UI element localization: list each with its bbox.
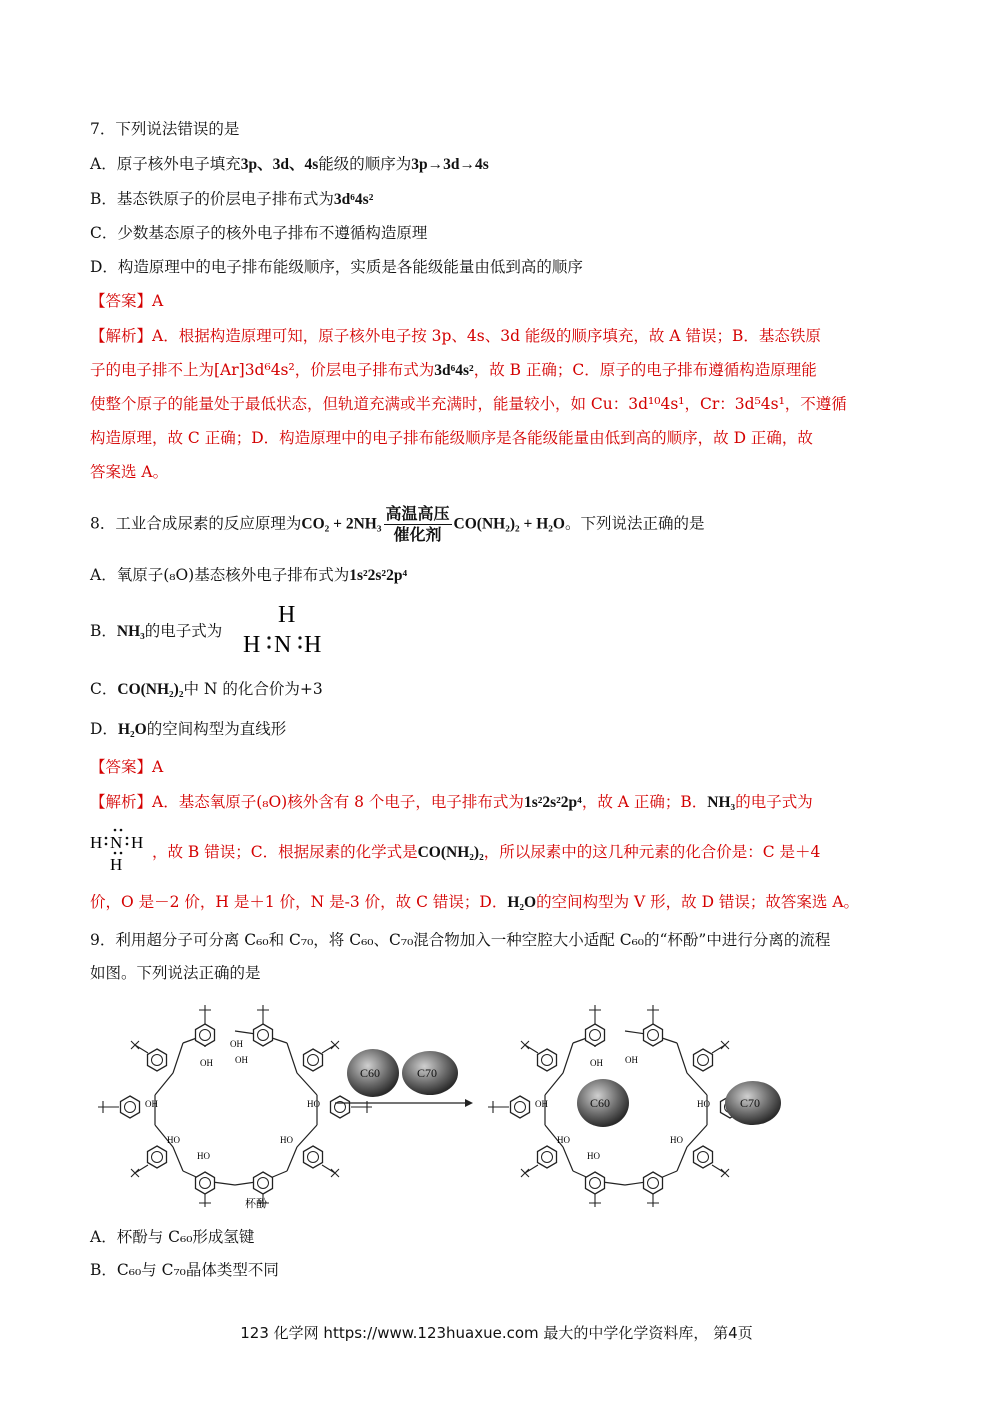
lewis-dot [120,829,123,832]
q7-answer: 【答案】A [90,292,164,310]
q8-analysis-formula2: NH₃ [707,794,736,811]
q8-c-formula: CO(NH₂)₂ [117,681,184,698]
q8-a-formula: 1s²2s²2p⁴ [349,567,408,584]
q8-option-c [90,678,323,701]
lewis-dot [105,843,108,846]
q8-d-label: D． [90,720,118,738]
q7-a-formula1: 3p、3d、4s [240,156,319,173]
q8-analysis-l1c: 的电子式为 [735,793,813,811]
q8-stem-text: 8．工业合成尿素的反应原理为 [90,514,302,533]
q7-option-d: D．构造原理中的电子排布能级顺序，实质是各能级能量由低到高的顺序 [90,258,583,276]
oh-label: OH [590,1058,603,1068]
q8-option-d [90,718,286,741]
ho-label: HO [307,1099,320,1109]
q8-answer: 【答案】A [90,758,164,776]
oh-label: OH [625,1055,638,1065]
q7-analysis-l2a: 子的电子排不上为[Ar]3d⁶4s²，价层电子排布式为 [90,361,435,379]
oh-label: OH [145,1099,158,1109]
q8-d-text: 的空间构型为直线形 [146,720,287,738]
q9-stem-line1: 9．利用超分子可分离 C₆₀和 C₇₀，将 C₆₀、C₇₀混合物加入一种空腔大小适配 C₆₀的“杯酚”中进行分离的流程 [90,931,831,949]
lewis-dot [298,645,301,648]
q8-b-label: B． [90,622,117,640]
c70-ball-label: C70 [417,1066,438,1080]
calixarene-label: 杯酚 [245,1198,267,1210]
arrow-head-icon [465,1099,473,1107]
q8-reaction-condition [384,505,452,544]
q7-analysis-formula: 3d⁶4s² [434,362,474,379]
q8-cond-bottom: 催化剂 [393,525,442,544]
q8-a-text: A．氧原子(₈O)基态核外电子排布式为 [90,566,350,584]
ho-label: HO [167,1135,180,1145]
q8-analysis-l2-formula: CO(NH₂)₂ [417,844,484,861]
q8-analysis-l2a: ，故 B 错误；C．根据尿素的化学式是 [152,843,418,861]
ho-label: HO [197,1151,210,1161]
q7-b-text: B．基态铁原子的价层电子排布式为 [90,190,334,208]
q8-option-b [90,620,222,643]
q8-analysis-l3b: 的空间构型为 V 形，故 D 错误；故答案选 A。 [536,893,860,911]
q8-stem-post: 。下列说法正确的是 [565,514,705,533]
q7-option-c: C．少数基态原子的核外电子排布不遵循构造原理 [90,224,428,242]
q8-analysis-l3a: 价，O 是－2 价，H 是＋1 价，N 是-3 价，故 C 错误；D． [90,893,508,911]
q8-d-formula: H₂O [117,721,147,738]
q8-eq-left: CO₂ + 2NH₃ [301,515,382,533]
q8-analysis-line1 [90,791,813,814]
lewis-n: N [110,833,123,852]
lewis-dot [114,829,117,832]
q7-b-formula: 3d⁶4s² [333,191,374,208]
q8-c-label: C． [90,680,118,698]
c60-ball-label: C60 [360,1066,381,1080]
c60-in-cavity-label: C60 [590,1096,611,1110]
oh-label: OH [235,1055,248,1065]
q7-stem: 7．下列说法错误的是 [90,120,240,138]
lewis-h-top: H [278,602,296,628]
lewis-h-bottom: H [110,855,123,874]
q8-eq-right: CO(NH₂)₂ + H₂O [453,515,565,533]
q7-a-formula2: 3p→3d→4s [411,156,489,173]
ho-label: HO [670,1135,683,1145]
q7-analysis-line2 [90,359,817,382]
q8-analysis-l2b: ，所以尿素中的这几种元素的化合价是：C 是＋4 [483,843,821,861]
nh3-lewis-structure-correct [88,824,152,876]
q8-stem [90,505,705,544]
lewis-dot [126,837,129,840]
q9-option-b: B．C₆₀与 C₇₀晶体类型不同 [90,1261,279,1279]
q8-analysis-l3-formula: H₂O [507,894,537,911]
q8-b-formula: NH₃ [116,623,145,640]
nh3-lewis-structure-wrong [240,600,330,660]
page-footer: 123 化学网 https://www.123huaxue.com 最大的中学化学资料库， 第4页 [240,1324,753,1342]
q8-c-text: 中 N 的化合价为+3 [183,680,323,698]
q7-option-b [90,188,373,211]
lewis-h-right: H [304,632,322,658]
q7-a-text: A．原子核外电子填充 [90,155,241,173]
lewis-h-left: H [243,632,261,658]
oh-label: OH [535,1099,548,1109]
q8-cond-top: 高温高压 [385,504,450,523]
q7-option-a [90,153,489,176]
ho-label: HO [557,1135,570,1145]
q7-analysis-line4: 构造原理，故 C 正确；D．构造原理中的电子排布能级顺序是各能级能量由低到高的顺序，故 D 正确，故 [90,429,813,447]
q7-a-mid: 能级的顺序为 [318,155,412,173]
lewis-dot [267,645,270,648]
lewis-dot [298,636,301,639]
q8-b-text: 的电子式为 [144,622,223,640]
calixarene-molecule-left [98,1005,372,1207]
calixarene-separation-figure [85,995,795,1210]
lewis-dot [126,843,129,846]
oh-label: OH [200,1058,213,1068]
q9-option-a: A．杯酚与 C₆₀形成氢键 [90,1228,255,1246]
q8-option-a [90,564,407,587]
q8-analysis-line3 [90,891,859,914]
lewis-dot [114,852,117,855]
ho-label: HO [697,1099,710,1109]
oh-label: OH [230,1039,243,1049]
q8-analysis-l1b: ，故 A 正确；B． [581,793,708,811]
q9-stem-line2: 如图。下列说法正确的是 [90,964,261,982]
q8-analysis-l1a: 【解析】A．基态氧原子(₈O)核外含有 8 个电子，电子排布式为 [90,793,524,811]
q7-analysis-line1: 【解析】A．根据构造原理可知，原子核外电子按 3p、4s、3d 能级的顺序填充，故 A 错误；B．基态铁原 [90,327,821,345]
q8-analysis-line2 [152,841,820,864]
lewis-dot [105,837,108,840]
q7-analysis-line3: 使整个原子的能量处于最低状态，但轨道充满或半充满时，能量较小，如 Cu：3d¹⁰4s¹，Cr：3d⁵4s¹，不遵循 [90,395,847,413]
lewis-dot [267,636,270,639]
q7-analysis-l2b: ，故 B 正确；C．原子的电子排布遵循构造原理能 [473,361,817,379]
lewis-n: N [274,632,292,658]
q7-analysis-line5: 答案选 A。 [90,463,169,481]
lewis-h-right: H [131,833,144,852]
lewis-dot [120,852,123,855]
lewis-h-left: H [90,833,103,852]
q8-analysis-formula1: 1s²2s²2p⁴ [523,794,582,811]
c70-separated-label: C70 [740,1096,761,1110]
ho-label: HO [280,1135,293,1145]
ho-label: HO [587,1151,600,1161]
